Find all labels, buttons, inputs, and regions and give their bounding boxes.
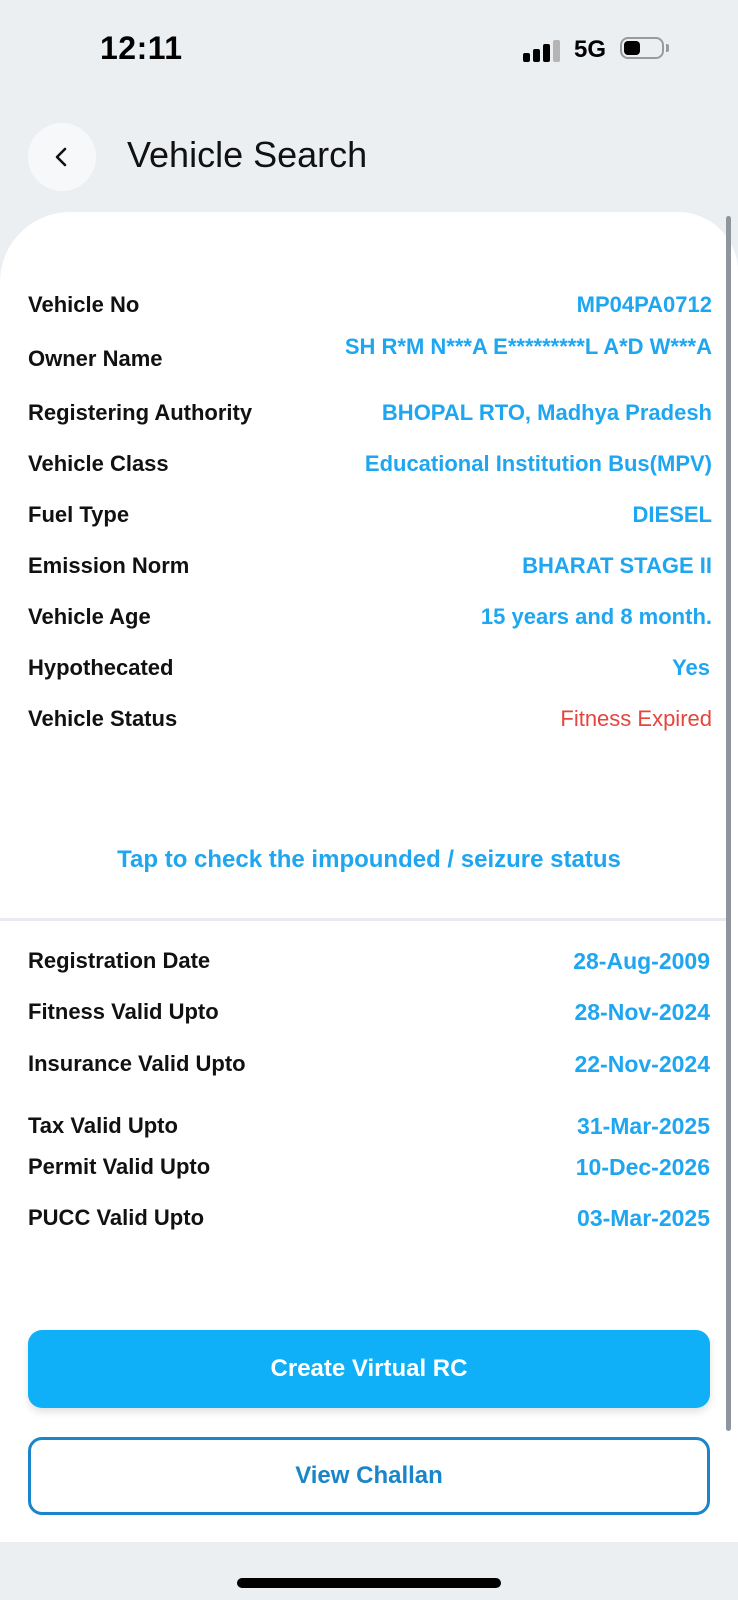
validity-label: Permit Valid Upto xyxy=(28,1154,211,1179)
validity-row-insurance xyxy=(28,1051,710,1083)
detail-row-vehicle-class xyxy=(28,451,712,483)
validity-label: Insurance Valid Upto xyxy=(28,1051,246,1076)
validity-row-fitness xyxy=(28,999,710,1031)
detail-row-hypothecated xyxy=(28,655,710,687)
detail-label: Vehicle Status xyxy=(28,706,178,731)
detail-value: SH R*M N***A E*********L A*D W***A xyxy=(344,334,712,359)
validity-value: 03-Mar-2025 xyxy=(577,1205,710,1231)
detail-label: Registering Authority xyxy=(28,400,253,425)
validity-value: 10-Dec-2026 xyxy=(575,1154,710,1180)
detail-value: 15 years and 8 month. xyxy=(480,604,712,629)
validity-label: Registration Date xyxy=(28,948,211,973)
page-title: Vehicle Search xyxy=(127,134,368,175)
validity-value: 28-Nov-2024 xyxy=(574,999,710,1025)
divider xyxy=(0,918,726,921)
view-challan-button[interactable]: View Challan xyxy=(28,1437,710,1515)
validity-value: 22-Nov-2024 xyxy=(574,1051,710,1077)
detail-label: Vehicle Class xyxy=(28,451,169,476)
validity-label: Fitness Valid Upto xyxy=(28,999,219,1024)
detail-row-owner-name xyxy=(28,332,712,394)
validity-row-tax xyxy=(28,1113,710,1145)
create-virtual-rc-button[interactable]: Create Virtual RC xyxy=(28,1330,710,1408)
validity-value: 28-Aug-2009 xyxy=(573,948,710,974)
detail-row-fuel-type xyxy=(28,502,712,534)
detail-label: Hypothecated xyxy=(28,655,174,680)
status-bar xyxy=(0,0,738,100)
chevron-left-icon xyxy=(50,145,74,169)
validity-row-permit xyxy=(28,1154,710,1186)
detail-value: BHARAT STAGE II xyxy=(522,553,712,578)
back-button[interactable] xyxy=(28,123,96,191)
detail-row-registering-authority xyxy=(28,400,712,432)
detail-row-vehicle-no xyxy=(28,292,712,324)
detail-value: Yes xyxy=(672,655,710,680)
detail-row-vehicle-age xyxy=(28,604,712,636)
validity-row-pucc xyxy=(28,1205,710,1237)
validity-label: Tax Valid Upto xyxy=(28,1113,178,1138)
home-indicator[interactable] xyxy=(237,1578,501,1588)
network-label: 5G xyxy=(574,36,607,63)
detail-label: Owner Name xyxy=(28,346,163,371)
scrollbar[interactable] xyxy=(726,216,731,1431)
detail-value: BHOPAL RTO, Madhya Pradesh xyxy=(381,400,712,425)
seizure-status-link[interactable]: Tap to check the impounded / seizure status xyxy=(117,846,621,873)
validity-label: PUCC Valid Upto xyxy=(28,1205,205,1230)
validity-row-registration-date xyxy=(28,948,710,980)
detail-label: Vehicle Age xyxy=(28,604,151,629)
detail-value: DIESEL xyxy=(632,502,712,527)
detail-value: Educational Institution Bus(MPV) xyxy=(364,451,712,476)
status-time: 12:11 xyxy=(100,30,183,66)
status-value: Fitness Expired xyxy=(560,706,712,731)
bottom-safe-area xyxy=(0,1542,738,1600)
signal-icon xyxy=(523,40,561,62)
battery-icon xyxy=(620,37,670,61)
detail-label: Emission Norm xyxy=(28,553,190,578)
detail-label: Vehicle No xyxy=(28,292,140,317)
detail-row-vehicle-status xyxy=(28,706,712,738)
validity-value: 31-Mar-2025 xyxy=(577,1113,710,1139)
detail-label: Fuel Type xyxy=(28,502,130,527)
detail-value: MP04PA0712 xyxy=(576,292,712,317)
detail-row-emission-norm xyxy=(28,553,712,585)
